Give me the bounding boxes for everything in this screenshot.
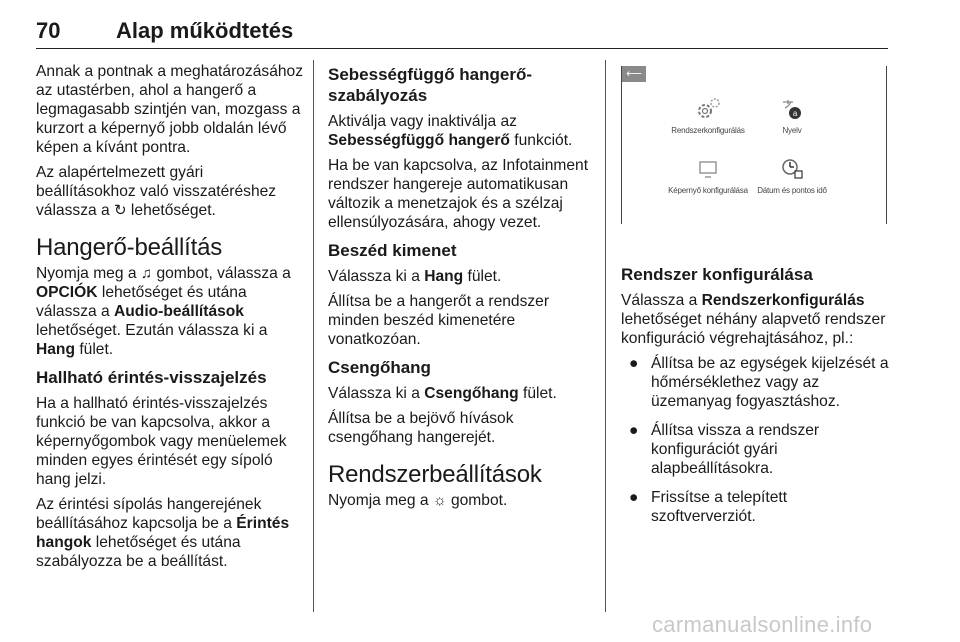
chapter-title: Alap működtetés bbox=[116, 18, 294, 43]
paragraph: Ha be van kapcsolva, az Infotainment rendszer hangereje automatikusan változik a menetzajok és a szélzaj ellensúlyozására, ahogy vezet. bbox=[328, 157, 589, 231]
list-item: ● Frissítse a telepített szoftververziót. bbox=[629, 489, 788, 525]
settings-screenshot bbox=[621, 66, 887, 224]
column-divider bbox=[313, 60, 314, 612]
paragraph: Az érintési sípolás hangerejének beállításához kapcsolja be a Érintés hangok lehetőséget és utána szabályozza be a beállítást. bbox=[36, 496, 290, 570]
column-1 bbox=[36, 62, 304, 577]
bullet-icon: ● bbox=[629, 422, 639, 439]
bullet-list bbox=[621, 354, 889, 526]
subheading: Beszéd kimenet bbox=[328, 241, 457, 260]
paragraph: Válassza ki a Csengőhang fület. bbox=[328, 385, 557, 402]
clock-icon bbox=[778, 156, 806, 182]
tile-label: Nyelv bbox=[782, 126, 802, 135]
page-number: 70 bbox=[36, 18, 61, 43]
paragraph: Az alapértelmezett gyári beállításokhoz való visszatéréshez válassza a ↻ lehetőséget. bbox=[36, 164, 277, 219]
subheading: Csengőhang bbox=[328, 358, 431, 377]
paragraph: Annak a pontnak a meghatározásához az utastérben, ahol a hangerő a legmagasabb szintjén van, mozgass a kurzort a képernyő jobb oldalán lévő képen a kívánt pontra. bbox=[36, 63, 304, 156]
tile-language[interactable] bbox=[746, 96, 838, 135]
paragraph: Állítsa be a bejövő hívások csengőhang hangerejét. bbox=[328, 410, 514, 446]
tile-label: Képernyő konfigurálása bbox=[668, 186, 748, 195]
paragraph: Válassza ki a Hang fület. bbox=[328, 268, 502, 285]
paragraph: Nyomja meg a ♫ gombot, válassza a OPCIÓK lehetőséget és utána válassza a Audio-beállítások lehetőséget. Ezután válassza ki a Hang fület. bbox=[36, 265, 291, 358]
page-header bbox=[36, 18, 888, 49]
tile-date-time[interactable] bbox=[746, 156, 838, 195]
tile-label: Rendszerkonfigurálás bbox=[671, 126, 745, 135]
back-arrow-icon: ⟵ bbox=[626, 68, 642, 80]
bullet-icon: ● bbox=[629, 355, 639, 372]
tile-system-config[interactable] bbox=[662, 96, 754, 135]
tile-label: Dátum és pontos idő bbox=[757, 186, 827, 195]
column-3 bbox=[621, 264, 889, 536]
bullet-icon: ● bbox=[629, 489, 639, 506]
paragraph: Nyomja meg a ☼ gombot. bbox=[328, 492, 508, 509]
column-2 bbox=[328, 62, 598, 516]
tile-display-config[interactable] bbox=[662, 156, 754, 195]
paragraph: Állítsa be a hangerőt a rendszer minden beszéd kimenetére vonatkozóan. bbox=[328, 293, 550, 348]
subheading: Hallható érintés-visszajelzés bbox=[36, 368, 267, 387]
watermark: carmanualsonline.info bbox=[652, 612, 873, 637]
subheading: Rendszer konfigurálása bbox=[621, 265, 813, 284]
paragraph: Aktiválja vagy inaktiválja az Sebességfüggő hangerő funkciót. bbox=[328, 113, 573, 149]
column-divider bbox=[605, 60, 606, 612]
list-item: ● Állítsa vissza a rendszer konfigurációt gyári alapbeállításokra. bbox=[629, 422, 820, 477]
svg-text:a: a bbox=[792, 109, 798, 118]
paragraph: Válassza a Rendszerkonfigurálás lehetőséget néhány alapvető rendszer konfiguráció végrehajtásához, pl.: bbox=[621, 292, 886, 347]
music-icon: ♫ bbox=[140, 265, 153, 282]
reset-icon: ↻ bbox=[114, 202, 127, 219]
subheading: Sebességfüggő hangerő-szabályozás bbox=[328, 65, 533, 105]
settings-icon: ☼ bbox=[432, 492, 447, 509]
list-item: ● Állítsa be az egységek kijelzését a hőmérséklethez vagy az üzemanyag fogyasztáshoz. bbox=[629, 355, 889, 410]
section-heading: Rendszerbeállítások bbox=[328, 461, 542, 488]
monitor-icon bbox=[694, 156, 722, 182]
section-heading: Hangerő-beállítás bbox=[36, 234, 223, 261]
language-icon bbox=[778, 96, 806, 122]
back-button[interactable] bbox=[622, 66, 646, 82]
paragraph: Ha a hallható érintés-visszajelzés funkció be van kapcsolva, akkor a képernyőgombok vagy menüelemek minden egyes érintését egy sípoló hang jelzi. bbox=[36, 395, 287, 488]
gear-icon bbox=[694, 96, 722, 122]
